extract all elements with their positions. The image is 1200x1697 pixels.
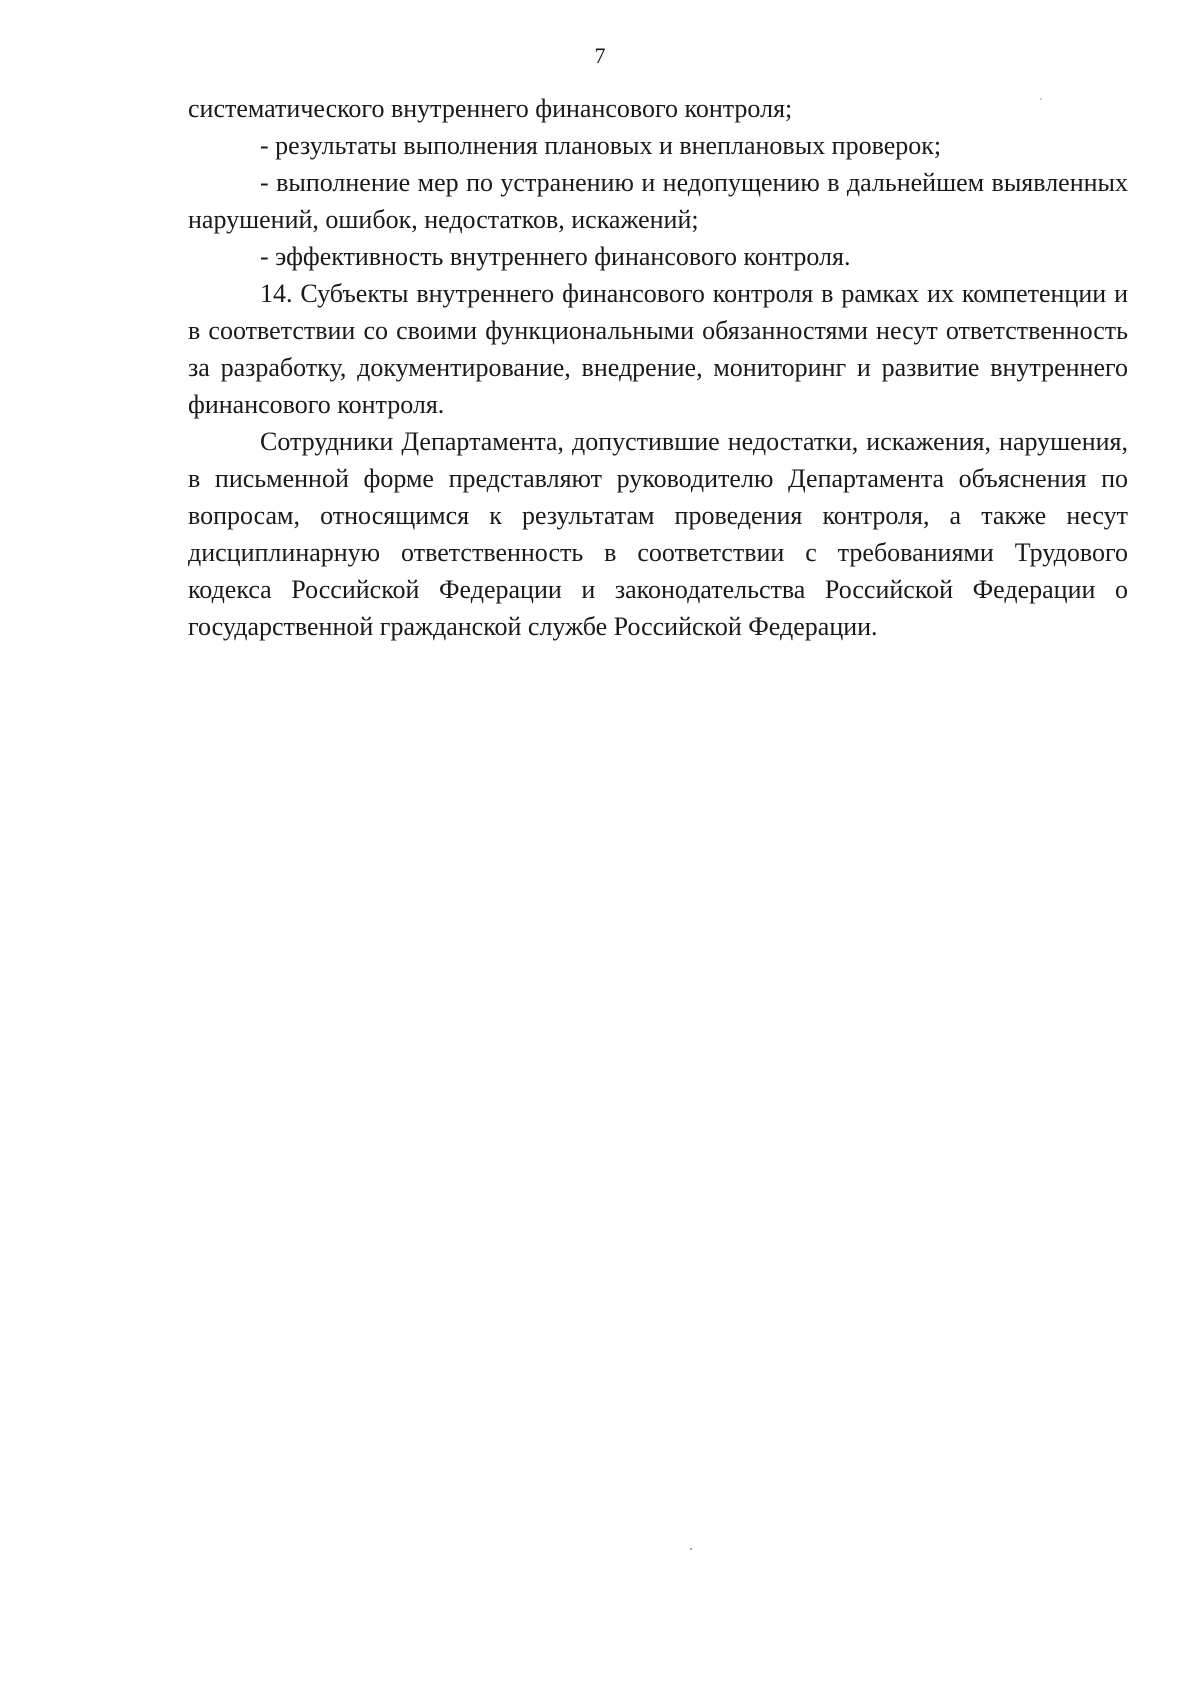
- scan-speck: [1040, 98, 1042, 100]
- list-item-measures: - выполнение мер по устранению и недопущению в дальнейшем выявленных нарушений, ошибок, недостатков, искажений;: [188, 168, 1128, 234]
- list-item-results: - результаты выполнения плановых и внеплановых проверок;: [260, 131, 942, 160]
- list-item-effectiveness: - эффективность внутреннего финансового контроля.: [260, 242, 851, 271]
- document-body: [188, 90, 1128, 645]
- paragraph-continuation: систематического внутреннего финансового контроля;: [188, 94, 793, 123]
- paragraph-section-14: 14. Субъекты внутреннего финансового контроля в рамках их компетенции и в соответствии со своими функциональными обязанностями несут ответственность за разработку, документирование, внедрение, мониторинг и развитие внутреннего финансового контроля.: [188, 279, 1128, 419]
- page-number: 7: [594, 43, 606, 68]
- paragraph-employees: Сотрудники Департамента, допустившие недостатки, искажения, нарушения, в письменной форме представляют руководителю Департамента объяснения по вопросам, относящимся к результатам проведения контроля, а также несут дисциплинарную ответственность в соответствии с требованиями Трудового кодекса Российской Федерации и законодательства Российской Федерации о государственной гражданской службе Российской Федерации.: [188, 427, 1128, 641]
- scan-speck: [690, 1548, 692, 1550]
